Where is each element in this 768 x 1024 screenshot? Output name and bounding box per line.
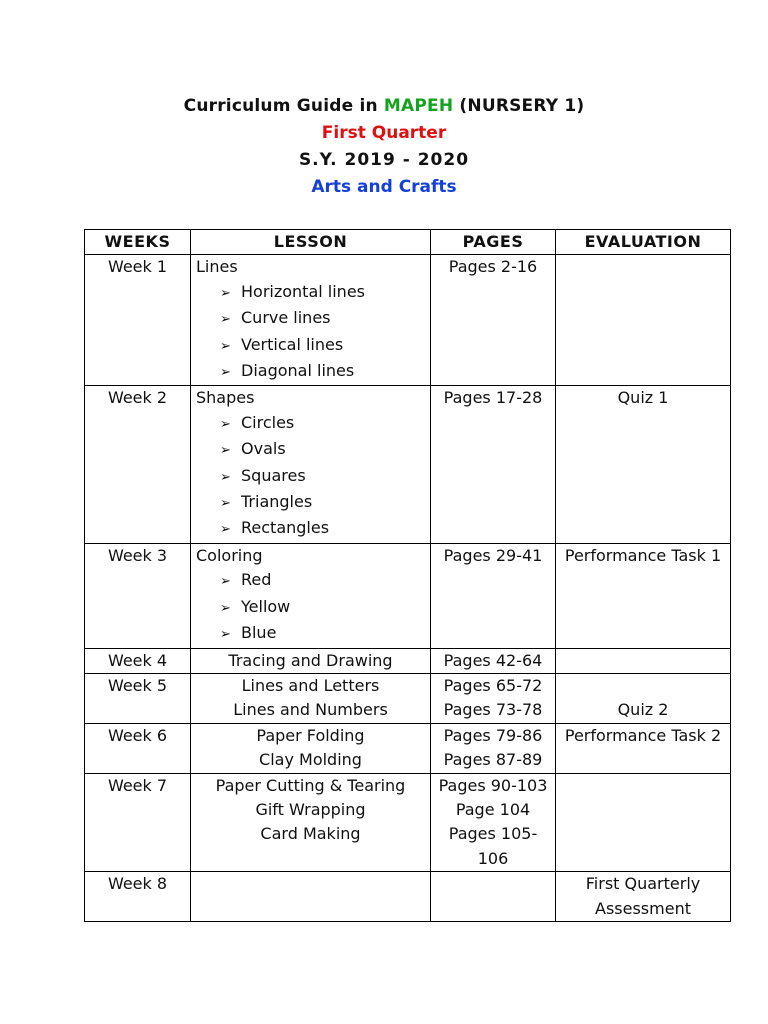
- table-row: [85, 648, 731, 673]
- evaluation-cell: [556, 255, 731, 386]
- column-header-pages: PAGES: [431, 230, 556, 255]
- week-cell: Week 4: [85, 648, 191, 673]
- lesson-subitem-text: Squares: [241, 465, 306, 485]
- table-row: [85, 543, 731, 648]
- table-row: [85, 673, 731, 723]
- page-range: Pages 79-86: [443, 725, 543, 745]
- evaluation-cell: [556, 773, 731, 872]
- lesson-cell: [191, 543, 431, 648]
- pages-cell: Pages 29-41: [431, 543, 556, 648]
- lesson-subitem: [196, 516, 425, 542]
- arrow-bullet-icon: ➢: [220, 338, 231, 354]
- table-row: [85, 773, 731, 872]
- lesson-name: Clay Molding: [259, 750, 362, 770]
- lesson-subitem-text: Diagonal lines: [241, 361, 355, 381]
- arrow-bullet-icon: ➢: [220, 522, 231, 538]
- lesson-subitem: [196, 437, 425, 463]
- title-suffix: (NURSERY 1): [459, 96, 585, 116]
- lesson-subitem: [196, 411, 425, 437]
- evaluation-cell: [556, 648, 731, 673]
- lesson-subitem-text: Triangles: [241, 492, 313, 512]
- lesson-subitem: [196, 306, 425, 332]
- week-cell: Week 8: [85, 872, 191, 922]
- pages-cell: Pages 2-16: [431, 255, 556, 386]
- lesson-cell: [191, 723, 431, 773]
- lesson-subitem: [196, 359, 425, 385]
- lesson-subitem-text: Blue: [241, 623, 277, 643]
- lesson-name: Paper Cutting & Tearing: [215, 775, 406, 795]
- week-cell: Week 2: [85, 386, 191, 543]
- table-header-row: [85, 230, 731, 255]
- evaluation-cell: Performance Task 1: [556, 543, 731, 648]
- arrow-bullet-icon: ➢: [220, 574, 231, 590]
- lesson-cell: [191, 773, 431, 872]
- table-row: [85, 723, 731, 773]
- lesson-name: Paper Folding: [256, 725, 365, 745]
- pages-cell: [431, 648, 556, 673]
- lesson-cell: [191, 386, 431, 543]
- arrow-bullet-icon: ➢: [220, 496, 231, 512]
- lesson-cell: [191, 648, 431, 673]
- arrow-bullet-icon: ➢: [220, 416, 231, 432]
- page-range: Pages 87-89: [443, 750, 543, 770]
- arrow-bullet-icon: ➢: [220, 600, 231, 616]
- lesson-subitem-text: Red: [241, 570, 272, 590]
- lesson-cell: [191, 872, 431, 922]
- page-range: Pages 105-106: [448, 824, 538, 868]
- pages-cell: [431, 872, 556, 922]
- page-range: Pages 90-103: [438, 775, 548, 795]
- lesson-subitem: [196, 621, 425, 647]
- pages-cell: [431, 773, 556, 872]
- lesson-title: Coloring: [196, 545, 263, 565]
- lesson-subitem: [196, 333, 425, 359]
- evaluation-cell: Quiz 2: [556, 673, 731, 723]
- evaluation-cell: Quiz 1: [556, 386, 731, 543]
- week-cell: Week 3: [85, 543, 191, 648]
- lesson-name: Card Making: [260, 824, 361, 844]
- lesson-subitem: [196, 568, 425, 594]
- arrow-bullet-icon: ➢: [220, 469, 231, 485]
- lesson-subitem-text: Vertical lines: [241, 334, 344, 354]
- lesson-cell: [191, 255, 431, 386]
- quarter-heading: First Quarter: [321, 123, 447, 143]
- pages-cell: Pages 17-28: [431, 386, 556, 543]
- arrow-bullet-icon: ➢: [220, 312, 231, 328]
- evaluation-cell: Performance Task 2: [556, 723, 731, 773]
- curriculum-table: [84, 229, 731, 922]
- table-row: [85, 872, 731, 922]
- evaluation-cell: First Quarterly Assessment: [556, 872, 731, 922]
- arrow-bullet-icon: ➢: [220, 365, 231, 381]
- title-prefix: Curriculum Guide in: [183, 96, 378, 116]
- arrow-bullet-icon: ➢: [220, 285, 231, 301]
- table-body: [85, 255, 731, 922]
- page-range: Pages 65-72: [443, 675, 543, 695]
- lesson-subitem: [196, 595, 425, 621]
- lesson-name: Gift Wrapping: [255, 799, 366, 819]
- lesson-subitem: [196, 280, 425, 306]
- lesson-subitem-text: Yellow: [241, 596, 291, 616]
- lesson-subitem: [196, 464, 425, 490]
- lesson-name: Lines and Numbers: [233, 700, 388, 720]
- table-row: [85, 255, 731, 386]
- page-range: Page 104: [455, 799, 531, 819]
- pages-cell: [431, 723, 556, 773]
- lesson-subitem-text: Ovals: [241, 439, 286, 459]
- week-cell: Week 7: [85, 773, 191, 872]
- table-row: [85, 386, 731, 543]
- week-cell: Week 5: [85, 673, 191, 723]
- title-subject: MAPEH: [383, 96, 454, 116]
- page-range: Pages 42-64: [443, 650, 543, 670]
- document-title: [0, 96, 768, 116]
- lesson-subitem-text: Horizontal lines: [241, 281, 365, 301]
- lesson-cell: [191, 673, 431, 723]
- week-cell: Week 6: [85, 723, 191, 773]
- column-header-evaluation: EVALUATION: [556, 230, 731, 255]
- lesson-name: Tracing and Drawing: [228, 650, 393, 670]
- column-header-lesson: LESSON: [191, 230, 431, 255]
- arrow-bullet-icon: ➢: [220, 443, 231, 459]
- lesson-subitem: [196, 490, 425, 516]
- week-cell: Week 1: [85, 255, 191, 386]
- lesson-title: Shapes: [196, 388, 255, 408]
- school-year-heading: S.Y. 2019 - 2020: [298, 150, 470, 170]
- pages-cell: [431, 673, 556, 723]
- lesson-name: Lines and Letters: [241, 675, 380, 695]
- topic-heading: Arts and Crafts: [311, 177, 457, 197]
- lesson-title: Lines: [196, 257, 238, 277]
- lesson-subitem-text: Curve lines: [241, 308, 331, 328]
- lesson-subitem-text: Circles: [241, 412, 295, 432]
- page-range: Pages 73-78: [443, 700, 543, 720]
- arrow-bullet-icon: ➢: [220, 627, 231, 643]
- lesson-subitem-text: Rectangles: [241, 518, 330, 538]
- column-header-weeks: WEEKS: [85, 230, 191, 255]
